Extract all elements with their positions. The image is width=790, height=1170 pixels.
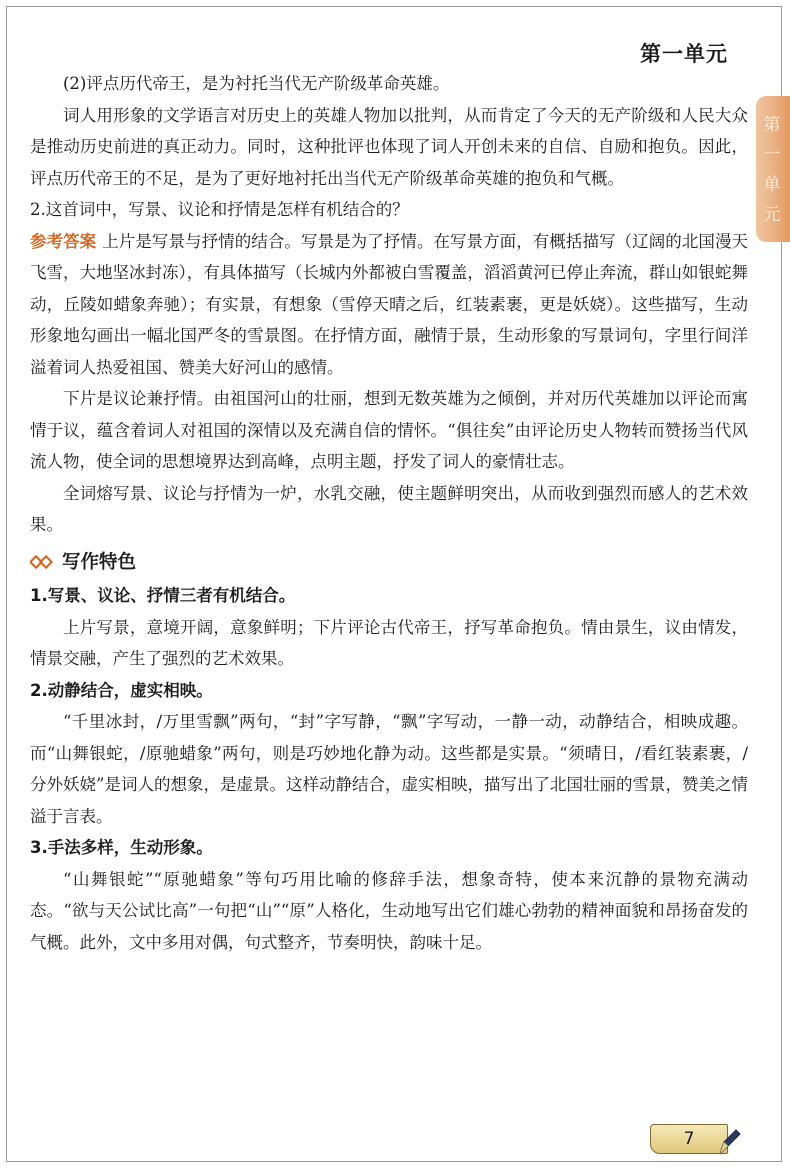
answer-text: 上片是写景与抒情的结合。写景是为了抒情。在写景方面，有概括描写（辽阔的北国漫天飞雪，大地坚冰封冻），有具体描写（长城内外都被白雪覆盖，滔滔黄河已停止奔流，群山如银蛇舞动，丘陵如蜡象奔驰）；有实景，有想象（雪停天晴之后，红装素裹，更是妖娆）。这些描写，生动形象地勾画出一幅北国严冬的雪景图。在抒情方面，融情于景，生动形象的写景词句，字里行间洋溢着词人热爱祖国、赞美大好河山的感情。: [30, 231, 749, 377]
page-number: 7: [650, 1124, 728, 1154]
pen-icon: [716, 1128, 742, 1158]
question: 2.这首词中，写景、议论和抒情是怎样有机结合的？: [30, 200, 409, 219]
unit-title: 第一单元: [640, 42, 728, 66]
paragraph: 下片是议论兼抒情。由祖国河山的壮丽，想到无数英雄为之倾倒，并对历代英雄加以评论而寓情于议，蕴含着词人对祖国的深情以及充满自信的情怀。“俱往矣”由评论历史人物转而赞扬当代风流人物，使全词的思想境界达到高峰，点明主题，抒发了词人的豪情壮志。: [30, 389, 748, 471]
knot-icon: [30, 553, 54, 571]
feature-heading: 2.动静结合，虚实相映。: [30, 680, 213, 700]
paragraph: 上片写景，意境开阔，意象鲜明；下片评论古代帝王，抒写革命抱负。情由景生，议由情发，情景交融，产生了强烈的艺术效果。: [30, 617, 748, 668]
feature-heading: 3.手法多样，生动形象。: [30, 838, 213, 857]
page-content: [30, 68, 748, 958]
side-tab-label: 第一单元: [763, 115, 781, 225]
paragraph: (2)评点历代帝王，是为衬托当代无产阶级革命英雄。: [63, 74, 450, 93]
section-heading: [30, 547, 748, 579]
paragraph: 词人用形象的文学语言对历史上的英雄人物加以批判，从而肯定了今天的无产阶级和人民大众是推动历史前进的真正动力。同时，这种批评也体现了词人开创未来的自信、自励和抱负。因此，评点历代帝王的不足，是为了更好地衬托出当代无产阶级革命英雄的抱负和气概。: [30, 105, 748, 188]
answer-paragraph: [30, 226, 748, 384]
page-number-tag: [650, 1124, 742, 1160]
answer-label: 参考答案: [30, 231, 97, 251]
section-title: 写作特色: [62, 551, 137, 573]
feature-heading: 1.写景、议论、抒情三者有机结合。: [30, 586, 296, 605]
paragraph: 全词熔写景、议论与抒情为一炉，水乳交融，使主题鲜明突出，从而收到强烈而感人的艺术效果。: [30, 483, 748, 534]
side-tab: [756, 96, 790, 242]
paragraph: “千里冰封，/万里雪飘”两句，“封”字写静，“飘”字写动，一静一动，动静结合，相映成趣。而“山舞银蛇，/原驰蜡象”两句，则是巧妙地化静为动。这些都是实景。“须晴日，/看红装素裹，/分外妖娆”是词人的想象，是虚景。这样动静结合，虚实相映，描写出了北国壮丽的雪景，赞美之情溢于言表。: [30, 712, 748, 826]
paragraph: “山舞银蛇”“原驰蜡象”等句巧用比喻的修辞手法，想象奇特，使本来沉静的景物充满动态。“欲与天公试比高”一句把“山”“原”人格化，生动地写出它们雄心勃勃的精神面貌和昂扬奋发的气概。此外，文中多用对偶，句式整齐，节奏明快，韵味十足。: [30, 869, 748, 952]
